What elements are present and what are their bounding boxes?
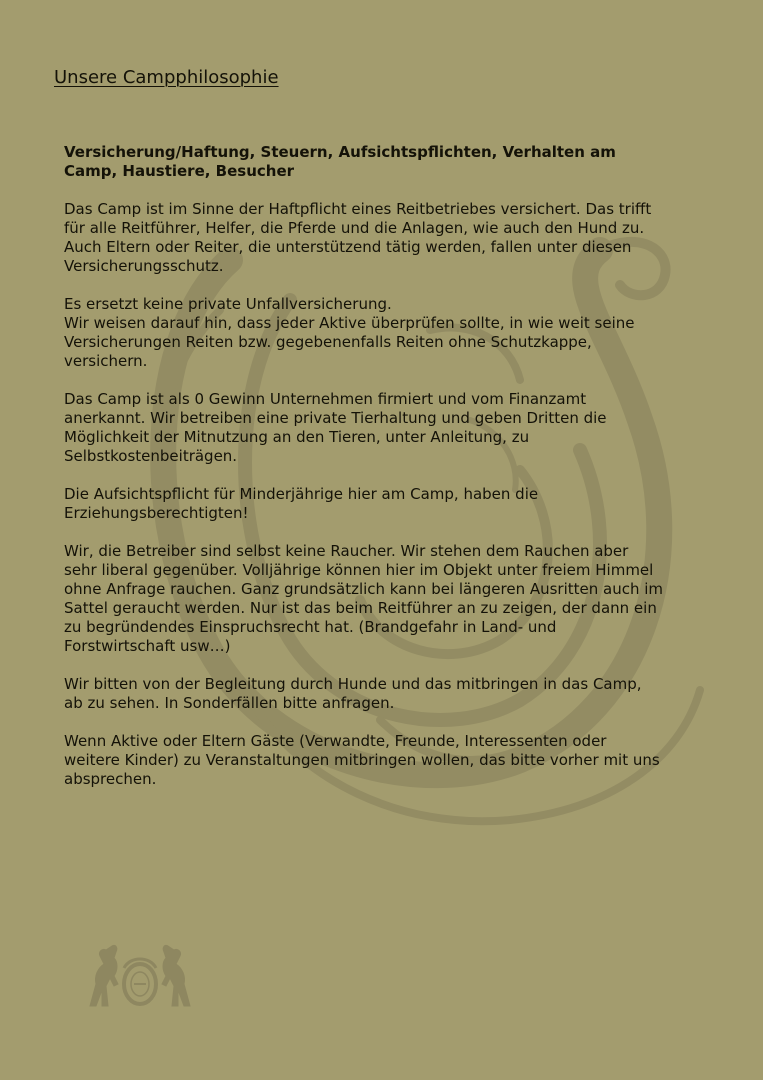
paragraph-smoking: Wir, die Betreiber sind selbst keine Raucher. Wir stehen dem Rauchen aber sehr liberal gegenüber. Volljährige können hier im Objekt unter freiem Himmel ohne Anfrage rauchen. Ganz grundsätzlich kann bei längeren Ausritten auch im Sattel geraucht werden. Nur ist das beim Reitführer an zu zeigen, der dann ein zu begründendes Einspruchsrecht hat. (Brandgefahr in Land- und Forstwirtschaft usw…)	[64, 542, 664, 655]
paragraph-insurance: Das Camp ist im Sinne der Haftpflicht eines Reitbetriebes versichert. Das trifft für alle Reitführer, Helfer, die Pferde und die Anlagen, wie auch den Hund zu. Auch Eltern oder Reiter, die unterstützend tätig werden, fallen unter diesen Versicherungsschutz.	[64, 200, 652, 275]
paragraph-pets: Wir bitten von der Begleitung durch Hunde und das mitbringen in das Camp, ab zu sehen. In Sonderfällen bitte anfragen.	[64, 675, 642, 712]
paragraph-accident-insurance: Es ersetzt keine private Unfallversicherung. Wir weisen darauf hin, dass jeder Aktive überprüfen sollte, in wie weit seine Versicherungen Reiten bzw. gegebenenfalls Reiten ohne Schutzkappe, versichern.	[64, 295, 635, 370]
section-heading: Versicherung/Haftung, Steuern, Aufsichtspflichten, Verhalten am Camp, Haustiere, Besucher	[64, 143, 616, 180]
paragraph-taxes: Das Camp ist als 0 Gewinn Unternehmen firmiert und vom Finanzamt anerkannt. Wir betreiben eine private Tierhaltung und geben Dritten die Möglichkeit der Mitnutzung an den Tieren, unter Anleitung, zu Selbstkostenbeiträgen.	[64, 390, 607, 465]
paragraph-supervision: Die Aufsichtspflicht für Minderjährige hier am Camp, haben die Erziehungsberechtigten!	[64, 485, 539, 522]
document-body	[64, 143, 704, 808]
page-title: Unsere Campphilosophie	[54, 67, 279, 88]
rearing-horses-logo-icon	[84, 940, 196, 1010]
paragraph-visitors: Wenn Aktive oder Eltern Gäste (Verwandte, Freunde, Interessenten oder weitere Kinder) zu Veranstaltungen mitbringen wollen, das bitte vorher mit uns absprechen.	[64, 732, 660, 788]
